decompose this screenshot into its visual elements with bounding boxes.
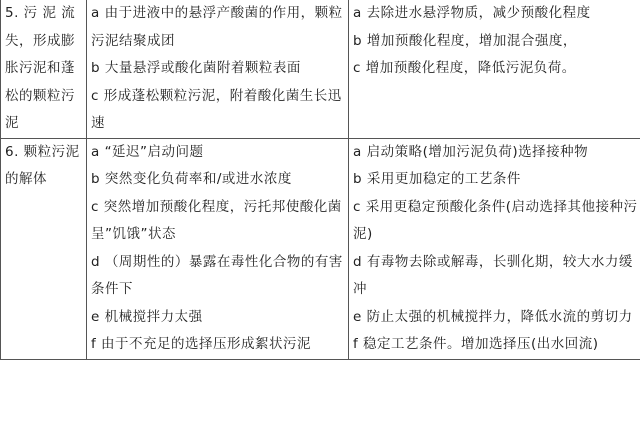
problem-cell [1, 138, 87, 359]
cause-item: b 突然变化负荷率和/或进水浓度 [91, 171, 292, 187]
cause-item: a 由于进液中的悬浮产酸菌的作用，颗粒污泥结聚成团 [91, 5, 343, 49]
cause-cell [87, 138, 349, 359]
problem-text: 5. 污 泥 流失，形成膨胀污泥和蓬松的颗粒污泥 [5, 5, 76, 131]
problem-text: 6. 颗粒污泥的解体 [5, 143, 80, 187]
fix-item: c 增加预酸化程度，降低污泥负荷。 [353, 60, 576, 76]
cause-item: a “延迟”启动问题 [91, 143, 204, 160]
cause-item: c 形成蓬松颗粒污泥，附着酸化菌生长迅速 [91, 87, 342, 131]
fix-item: a 启动策略(增加污泥负荷)选择接种物 [353, 143, 589, 160]
fix-cell [349, 138, 640, 359]
fix-item: b 采用更加稳定的工艺条件 [353, 171, 521, 187]
fix-item: b 增加预酸化程度，增加混合强度， [353, 32, 577, 49]
fix-item: c 采用更稳定预酸化条件(启动选择其他接种污泥) [353, 198, 638, 242]
cause-item: d （周期性的）暴露在毒性化合物的有害条件下 [91, 253, 343, 297]
fix-item: e 防止太强的机械搅拌力，降低水流的剪切力 [353, 308, 633, 325]
table-row-sludge-loss [1, 0, 640, 138]
fix-item: a 去除进水悬浮物质，减少预酸化程度 [353, 5, 591, 21]
cause-item: e 机械搅拌力太强 [91, 308, 203, 325]
fix-cell [349, 0, 640, 138]
cause-item: c 突然增加预酸化程度，污托邦使酸化菌呈”饥饿”状态 [91, 198, 342, 242]
fix-item: d 有毒物去除或解毒，长驯化期，较大水力缓冲 [353, 253, 633, 297]
table-row-granule-disintegration [1, 138, 640, 359]
fix-item: f 稳定工艺条件。增加选择压(出水回流) [353, 336, 599, 352]
cause-cell [87, 0, 349, 138]
problem-cell [1, 0, 87, 138]
cause-item: b 大量悬浮或酸化菌附着颗粒表面 [91, 60, 301, 76]
cause-item: f 由于不充足的选择压形成絮状污泥 [91, 336, 312, 352]
